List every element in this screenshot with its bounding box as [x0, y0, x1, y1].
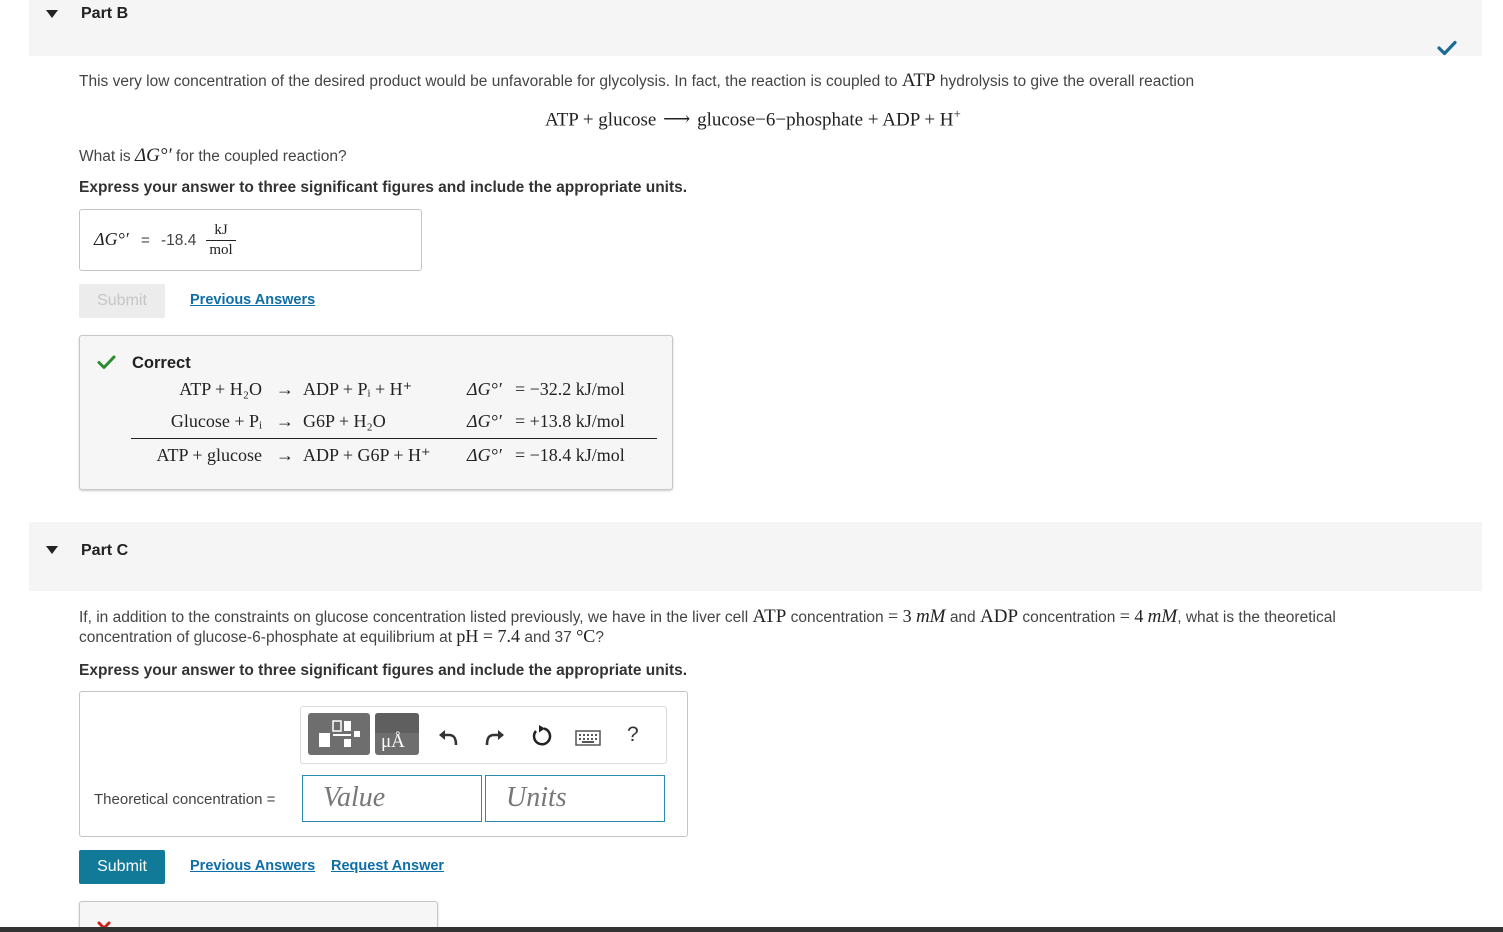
part-c-answer-box [79, 691, 688, 837]
feedback-status: Correct [132, 354, 191, 372]
templates-icon [316, 719, 362, 751]
help-button[interactable]: ? [627, 723, 639, 746]
feedback-divider [131, 438, 657, 439]
answer-unit: kJ mol [206, 222, 236, 259]
answer-equals: = [141, 232, 150, 249]
units-glyph: μÅ [381, 731, 405, 752]
part-c-instruction: Express your answer to three significant figures and include the appropriate units. [79, 662, 688, 679]
part-b-feedback [79, 335, 673, 490]
part-b-instruction: Express your answer to three significant figures and include the appropriate units. [79, 179, 688, 196]
part-c-previous-answers-link[interactable]: Previous Answers [190, 858, 316, 874]
value-input[interactable] [302, 775, 482, 822]
part-c-submit-button[interactable]: Submit [79, 850, 165, 884]
bottom-bar [0, 927, 1503, 932]
part-b-answer-box [79, 209, 422, 271]
correct-check-icon [97, 355, 116, 370]
part-b-previous-answers-link[interactable]: Previous Answers [190, 292, 316, 308]
units-placeholder: Units [506, 782, 567, 813]
overall-reaction: ATP + glucose ⟶ glucose−6−phosphate + ADP + H+ [545, 106, 961, 131]
answer-value: -18.4 [161, 232, 197, 249]
templates-button[interactable] [308, 713, 370, 755]
collapse-triangle-icon[interactable] [46, 10, 58, 18]
part-b-title: Part B [81, 5, 129, 22]
feedback-row-2: Glucose + Pᵢ → G6P + H₂O ΔG°′ = +13.8 kJ/mol [170, 411, 625, 431]
units-button[interactable] [375, 713, 419, 755]
part-c-question-line-1: If, in addition to the constraints on glucose concentration listed previously, we have in the liver cell ATP concentration = 3 mM and ADP concentration = 4 mM, what is the theoretical [79, 606, 1336, 627]
answer-symbol: ΔG°′ [94, 229, 129, 249]
feedback-row-3: ATP + glucose → ADP + G6P + H⁺ ΔG°′ = −18.4 kJ/mol [156, 445, 625, 465]
math-toolbar [300, 706, 667, 764]
part-b-header[interactable] [29, 0, 1482, 56]
part-c-question-line-2: concentration of glucose-6-phosphate at equilibrium at pH = 7.4 and 37 °C? [79, 626, 604, 646]
keyboard-icon[interactable] [575, 730, 601, 746]
completed-checkmark-icon [1437, 40, 1457, 56]
part-c-header[interactable] [29, 522, 1482, 591]
redo-icon[interactable] [484, 727, 506, 747]
part-c-title: Part C [81, 542, 129, 559]
part-b-question: What is ΔG°′ for the coupled reaction? [79, 145, 347, 166]
reset-icon[interactable] [530, 724, 554, 748]
request-answer-link[interactable]: Request Answer [331, 858, 445, 874]
collapse-triangle-icon[interactable] [46, 546, 58, 554]
value-placeholder: Value [323, 782, 386, 813]
feedback-row-1: ATP + H₂O → ADP + Pᵢ + H⁺ ΔG°′ = −32.2 kJ/mol [179, 379, 625, 399]
undo-icon[interactable] [437, 727, 459, 747]
part-b-submit-button: Submit [79, 284, 165, 318]
field-label: Theoretical concentration = [94, 791, 276, 808]
part-b-intro: This very low concentration of the desired product would be unfavorable for glycolysis. In fact, the reaction is coupled to ATP hydrolysis to give the overall reaction [79, 70, 1195, 91]
units-input[interactable] [485, 775, 665, 822]
